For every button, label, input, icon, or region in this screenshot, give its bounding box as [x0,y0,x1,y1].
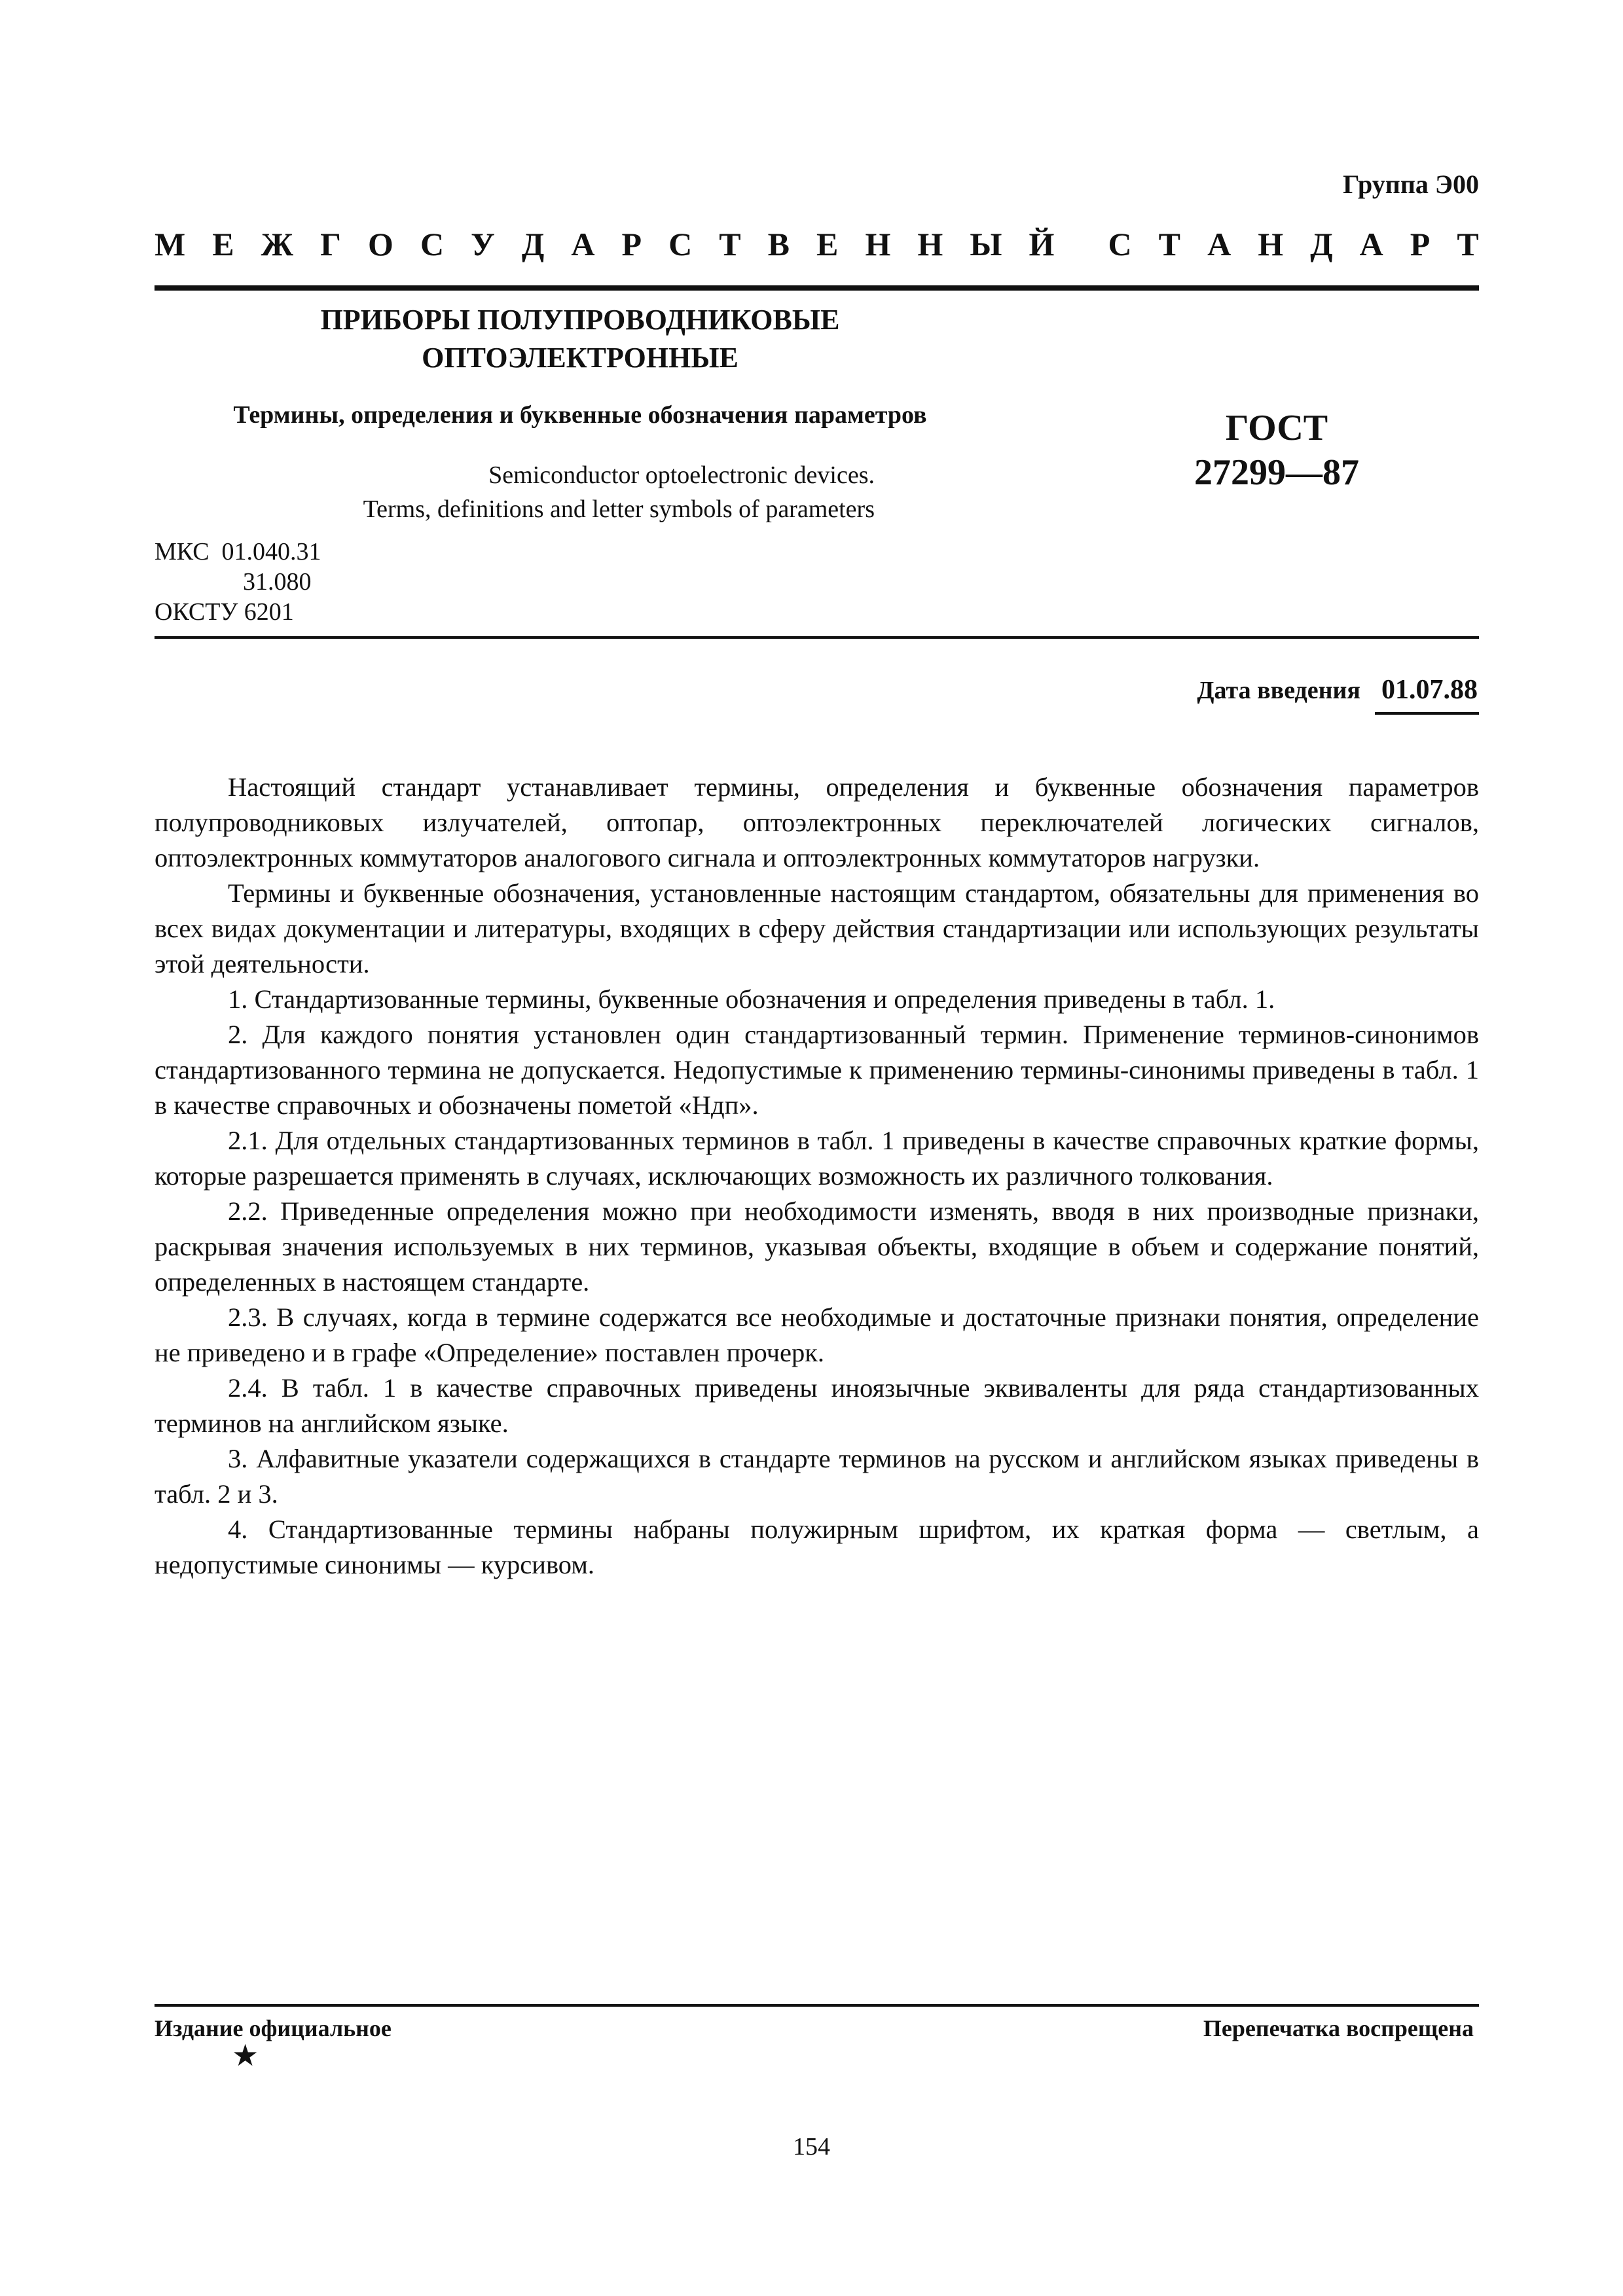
banner-letter: Ы [970,226,1002,262]
star-icon: ★ [232,2039,259,2072]
page-number: 154 [793,2133,830,2161]
group-label: Группа Э00 [1343,170,1479,199]
introduction-date [1197,674,1479,715]
paragraph: Настоящий стандарт устанавливает термины, определения и буквенные обозначения параметров полупроводниковых излучателей, оптопар, оптоэлектронных переключателей логических сигналов, оптоэлектронных коммутаторов аналогового сигнала и оптоэлектронных коммутаторов нагрузки. [155,772,1479,872]
banner-letter: В [767,226,790,262]
banner-letter: Т [1158,226,1181,262]
paragraph: 3. Алфавитные указатели содержащихся в стандарте терминов на русском и английском языках приведены в табл. 2 и 3. [155,1444,1479,1509]
banner-letter: Н [1258,226,1284,262]
title-line-2: ОПТОЭЛЕКТРОННЫЕ [422,342,739,374]
banner-letter: Р [1410,226,1431,262]
english-title [155,458,875,526]
banner-letter: У [471,226,495,262]
okstu-code: ОКСТУ 6201 [155,598,294,626]
banner-letter: Р [621,226,642,262]
paragraph: 4. Стандартизованные термины набраны полужирным шрифтом, их краткая форма — светлым, а недопустимые синонимы — курсивом. [155,1515,1479,1579]
intro-date-label: Дата введения [1197,677,1360,704]
paragraph: 1. Стандартизованные термины, буквенные обозначения и определения приведены в табл. 1. [228,984,1275,1014]
footer-divider [155,2004,1479,2007]
mks-code-2: 31.080 [243,568,312,596]
banner-letter: О [368,226,393,262]
banner-letter: С [420,226,445,262]
mks-line [155,537,321,567]
banner-letter: Т [1457,226,1479,262]
english-title-line-1: Semiconductor optoelectronic devices. [488,461,875,489]
banner-letter: Г [320,226,341,262]
banner-letter: А [1359,226,1383,262]
paragraph: 2. Для каждого понятия установлен один стандартизованный термин. Применение терминов-синонимов стандартизованного термина не допускается. Недопустимые к применению термины-синонимы приведены в табл. 1 в качестве справочных и обозначены пометой «Ндп». [155,1020,1479,1120]
paragraph: 2.3. В случаях, когда в термине содержатся все необходимые и достаточные признаки понятия, определение не приведено и в графе «Определение» поставлен прочерк. [155,1302,1479,1367]
banner-letter: Д [521,226,545,262]
header-divider-thick [155,285,1479,291]
classification-codes [155,537,321,627]
banner-letter: Е [816,226,839,262]
banner-letter: Й [1029,226,1055,262]
reprint-prohibited-label: Перепечатка воспрещена [1203,2015,1474,2041]
paragraph: 2.4. В табл. 1 в качестве справочных приведены иноязычные эквиваленты для ряда стандартизованных терминов на английском языке. [155,1373,1479,1438]
banner-letter: А [1207,226,1231,262]
body-text [155,770,1479,1583]
banner-letter: Ж [261,226,294,262]
banner-letter: М [155,226,186,262]
mks-label: МКС [155,538,210,565]
gost-number: 27299—87 [1194,452,1359,493]
gost-designation [1113,406,1440,495]
paragraph: 2.1. Для отдельных стандартизованных терминов в табл. 1 приведены в качестве справочных краткие формы, которые разрешается применять в случаях, исключающих возможность их различного толкования. [155,1126,1479,1191]
paragraph: Термины и буквенные обозначения, установленные настоящим стандартом, обязательны для применения во всех видах документации и литературы, входящих в сферу действия стандартизации или использующих результаты этой деятельности. [155,878,1479,978]
mks-code-1: 01.040.31 [221,538,321,565]
paragraph: 2.2. Приведенные определения можно при необходимости изменять, вводя в них производные признаки, раскрывая значения используемых в них терминов, указывая объекты, входящие в объем и содержание понятий, определенных в настоящем стандарте. [155,1196,1479,1297]
standard-type-banner [155,225,1479,263]
banner-letter: Т [719,226,741,262]
banner-letter: А [571,226,595,262]
title-line-1: ПРИБОРЫ ПОЛУПРОВОДНИКОВЫЕ [320,304,840,336]
gost-label: ГОСТ [1225,408,1328,448]
document-subtitle: Термины, определения и буквенные обозначения параметров [233,401,927,429]
banner-letter: Д [1310,226,1333,262]
banner-letter: С [1108,226,1132,262]
banner-letter: Н [917,226,943,262]
banner-letter: С [668,226,693,262]
english-title-line-2: Terms, definitions and letter symbols of parameters [363,495,875,523]
banner-letter: Е [212,226,234,262]
document-title [155,301,1006,377]
intro-date-value: 01.07.88 [1375,674,1479,715]
banner-letter: Н [865,226,891,262]
official-edition-label: Издание официальное [155,2015,392,2041]
header-divider-thin [155,636,1479,639]
